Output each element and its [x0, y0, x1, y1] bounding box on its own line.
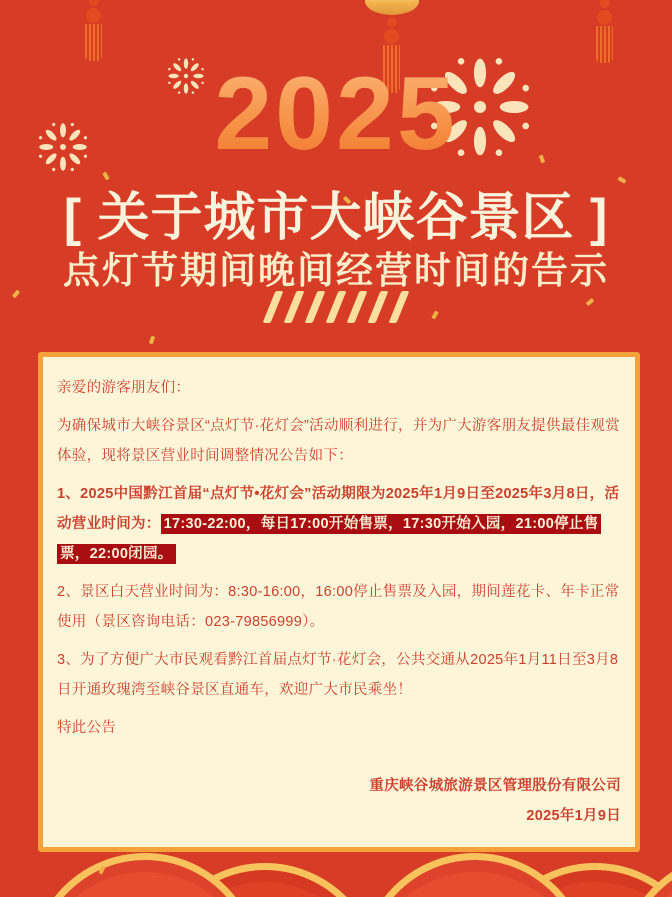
year-text: 2025 [0, 60, 672, 169]
page-subtitle: 点灯节期间晚间经营时间的告示 [63, 250, 609, 291]
item1-highlight: 17:30-22:00，每日17:00开始售票，17:30开始入园，21:00停止售票，22:00闭园。 [57, 514, 601, 564]
slash-mark [326, 291, 347, 323]
intro-paragraph: 为确保城市大峡谷景区“点灯节·花灯会”活动顺利进行，并为广大游客朋友提供最佳观赏体验，现将景区营业时间调整情况公告如下： [57, 418, 620, 464]
tassel-knob-icon [600, 0, 610, 8]
notice-item-2: 2、景区白天营业时间为：8:30-16:00，16:00停止售票及入园，期间莲花卡、年卡正常使用（景区咨询电话：023-79856999）。 [57, 584, 620, 630]
slash-mark [347, 291, 368, 323]
slash-mark [389, 291, 410, 323]
notice-card [38, 352, 640, 852]
closing-text: 特此公告 [57, 720, 117, 736]
page-title: [ 关于城市大峡谷景区 ] [63, 189, 609, 247]
slash-mark [305, 291, 326, 323]
salutation-text: 亲爱的游客朋友们： [57, 380, 191, 396]
slash-mark [368, 291, 389, 323]
tassel-knob-icon [86, 8, 101, 23]
tassel-fringe-icon [85, 24, 102, 61]
tassel-knob-icon [597, 10, 612, 25]
signature-date: 2025年1月9日 [526, 808, 621, 824]
tassel-knob-icon [384, 29, 399, 44]
lantern-tassel-right [596, 0, 613, 63]
confetti-speck-icon [149, 336, 155, 345]
tassel-fringe-icon [596, 26, 613, 63]
slash-mark [284, 291, 305, 323]
slash-row [0, 291, 672, 323]
notice-item-1 [57, 479, 621, 569]
lantern-tassel-left [85, 0, 102, 61]
tassel-knob-icon [89, 0, 99, 6]
item1-text: 1、2025中国黔江首届“点灯节•花灯会”活动期限为2025年1月9日至2025年3月8日，活动营业时间为： [57, 486, 620, 532]
notice-item-3: 3、为了方便广大市民观看黔江首届点灯节·花灯会，公共交通从2025年1月11日至3月8日开通玫瑰湾至峡谷景区直通车，欢迎广大市民乘坐！ [57, 652, 619, 698]
lantern-base-icon [365, 0, 419, 15]
slash-mark [263, 291, 284, 323]
signature-company: 重庆峡谷城旅游景区管理股份有限公司 [369, 778, 621, 794]
tassel-knob-icon [387, 17, 397, 27]
